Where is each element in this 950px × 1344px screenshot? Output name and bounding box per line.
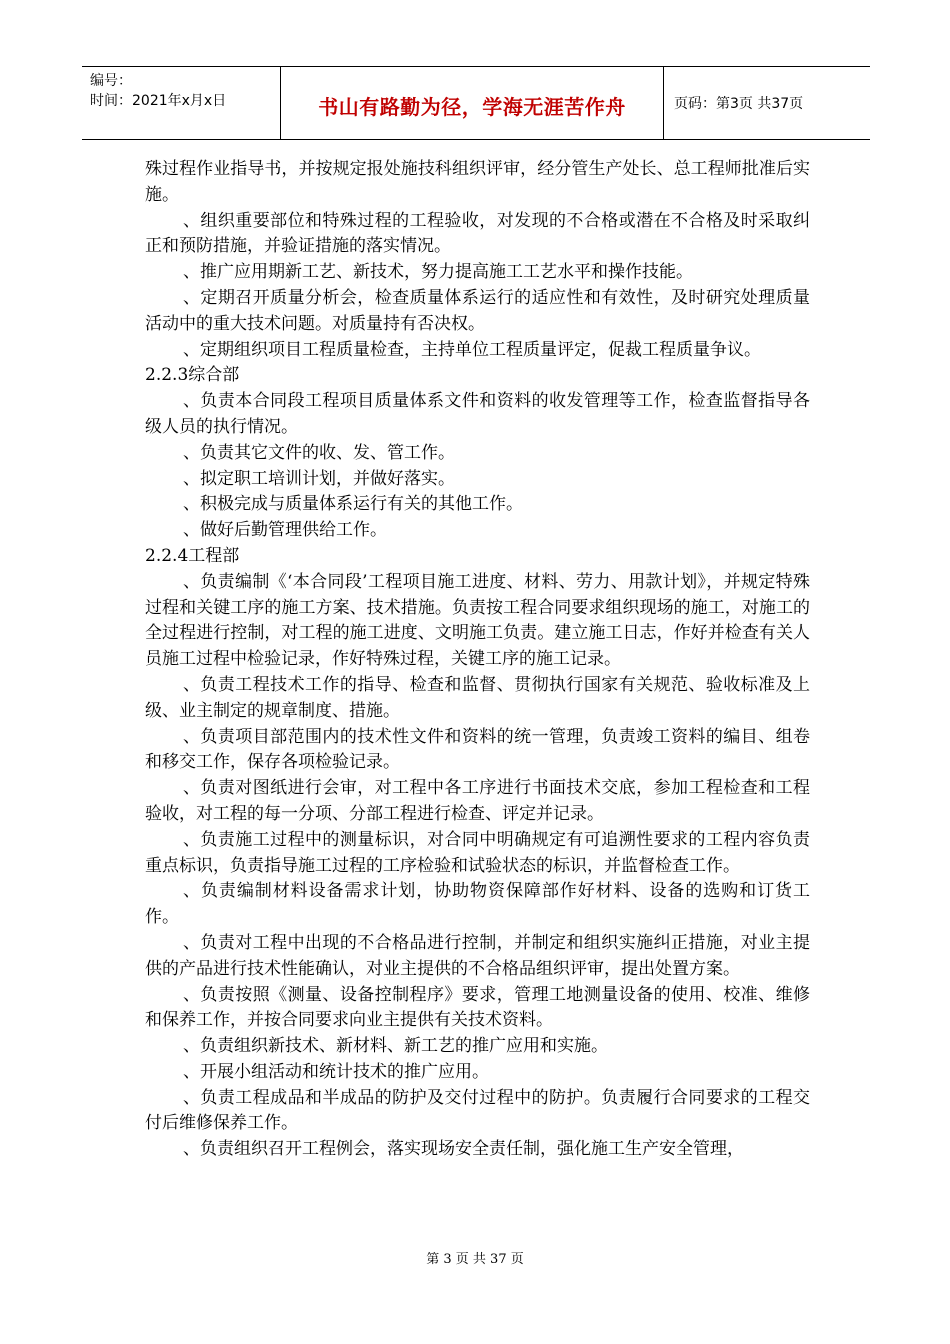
body-paragraph: 、负责本合同段工程项目质量体系文件和资料的收发管理等工作，检查监督指导各级人员的执行情况。 <box>145 391 810 437</box>
header-left-cell <box>82 67 280 139</box>
section-heading: 2.2.3综合部 <box>145 365 240 386</box>
document-body <box>145 157 810 1163</box>
body-paragraph: 、负责项目部范围内的技术性文件和资料的统一管理，负责竣工资料的编目、组卷和移交工作，保存各项检验记录。 <box>145 726 810 773</box>
header-motto: 书山有路勤为径，学海无涯苦作舟 <box>318 95 626 119</box>
body-paragraph: 、负责工程成品和半成品的防护及交付过程中的防护。负责履行合同要求的工程交付后维修保养工作。 <box>145 1087 810 1134</box>
body-paragraph: 、负责施工过程中的测量标识，对合同中明确规定有可追溯性要求的工程内容负责重点标识，负责指导施工过程的工序检验和试验状态的标识，并监督检查工作。 <box>145 829 810 876</box>
document-number-label: 编号： <box>90 73 132 89</box>
body-paragraph: 、组织重要部位和特殊过程的工程验收，对发现的不合格或潜在不合格及时采取纠正和预防措施，并验证措施的落实情况。 <box>145 210 810 257</box>
header-right-cell <box>664 67 870 139</box>
body-paragraph: 、负责对工程中出现的不合格品进行控制，并制定和组织实施纠正措施，对业主提供的产品进行技术性能确认，对业主提供的不合格品组织评审，提出处置方案。 <box>145 932 810 979</box>
page-header <box>82 66 870 140</box>
body-paragraph: 、积极完成与质量体系运行有关的其他工作。 <box>183 494 523 515</box>
body-paragraph: 、开展小组活动和统计技术的推广应用。 <box>183 1061 489 1082</box>
body-paragraph: 、推广应用期新工艺、新技术，努力提高施工工艺水平和操作技能。 <box>183 262 693 283</box>
section-heading: 2.2.4工程部 <box>145 545 240 566</box>
header-motto-cell <box>280 67 664 139</box>
body-paragraph: 、负责编制《‘本合同段’工程项目施工进度、材料、劳力、用款计划》，并规定特殊过程和关键工序的施工方案、技术措施。负责按工程合同要求组织现场的施工，对施工的全过程进行控制，对工程的施工进度、文明施工负责。建立施工日志，作好并检查有关人员施工过程中检验记录，作好特殊过程，关键工序的施工记录。 <box>145 571 810 670</box>
page-footer: 第 3 页 共 37 页 <box>426 1252 524 1267</box>
body-paragraph: 、负责按照《测量、设备控制程序》要求，管理工地测量设备的使用、校准、维修和保养工作，并按合同要求向业主提供有关技术资料。 <box>145 984 810 1031</box>
body-paragraph: 殊过程作业指导书，并按规定报处施技科组织评审，经分管生产处长、总工程师批准后实施。 <box>145 159 810 205</box>
body-paragraph: 、拟定职工培训计划，并做好落实。 <box>183 468 455 489</box>
body-paragraph: 、负责其它文件的收、发、管工作。 <box>183 442 455 463</box>
body-paragraph: 、负责组织召开工程例会，落实现场安全责任制，强化施工生产安全管理， <box>183 1139 744 1160</box>
document-date: 时间：2021年x月x日 <box>90 93 227 109</box>
body-paragraph: 、负责编制材料设备需求计划，协助物资保障部作好材料、设备的选购和订货工作。 <box>145 881 810 928</box>
header-page-info: 页码：第3页 共37页 <box>674 96 804 112</box>
body-paragraph: 、负责对图纸进行会审，对工程中各工序进行书面技术交底，参加工程检查和工程验收，对工程的每一分项、分部工程进行检查、评定并记录。 <box>145 778 810 824</box>
body-paragraph: 、负责工程技术工作的指导、检查和监督、贯彻执行国家有关规范、验收标准及上级、业主制定的规章制度、措施。 <box>145 674 810 721</box>
body-paragraph: 、定期召开质量分析会，检查质量体系运行的适应性和有效性，及时研究处理质量活动中的重大技术问题。对质量持有否决权。 <box>145 287 810 334</box>
body-paragraph: 、负责组织新技术、新材料、新工艺的推广应用和实施。 <box>183 1036 608 1057</box>
body-paragraph: 、做好后勤管理供给工作。 <box>183 520 387 541</box>
body-paragraph: 、定期组织项目工程质量检查，主持单位工程质量评定，促裁工程质量争议。 <box>183 339 761 360</box>
